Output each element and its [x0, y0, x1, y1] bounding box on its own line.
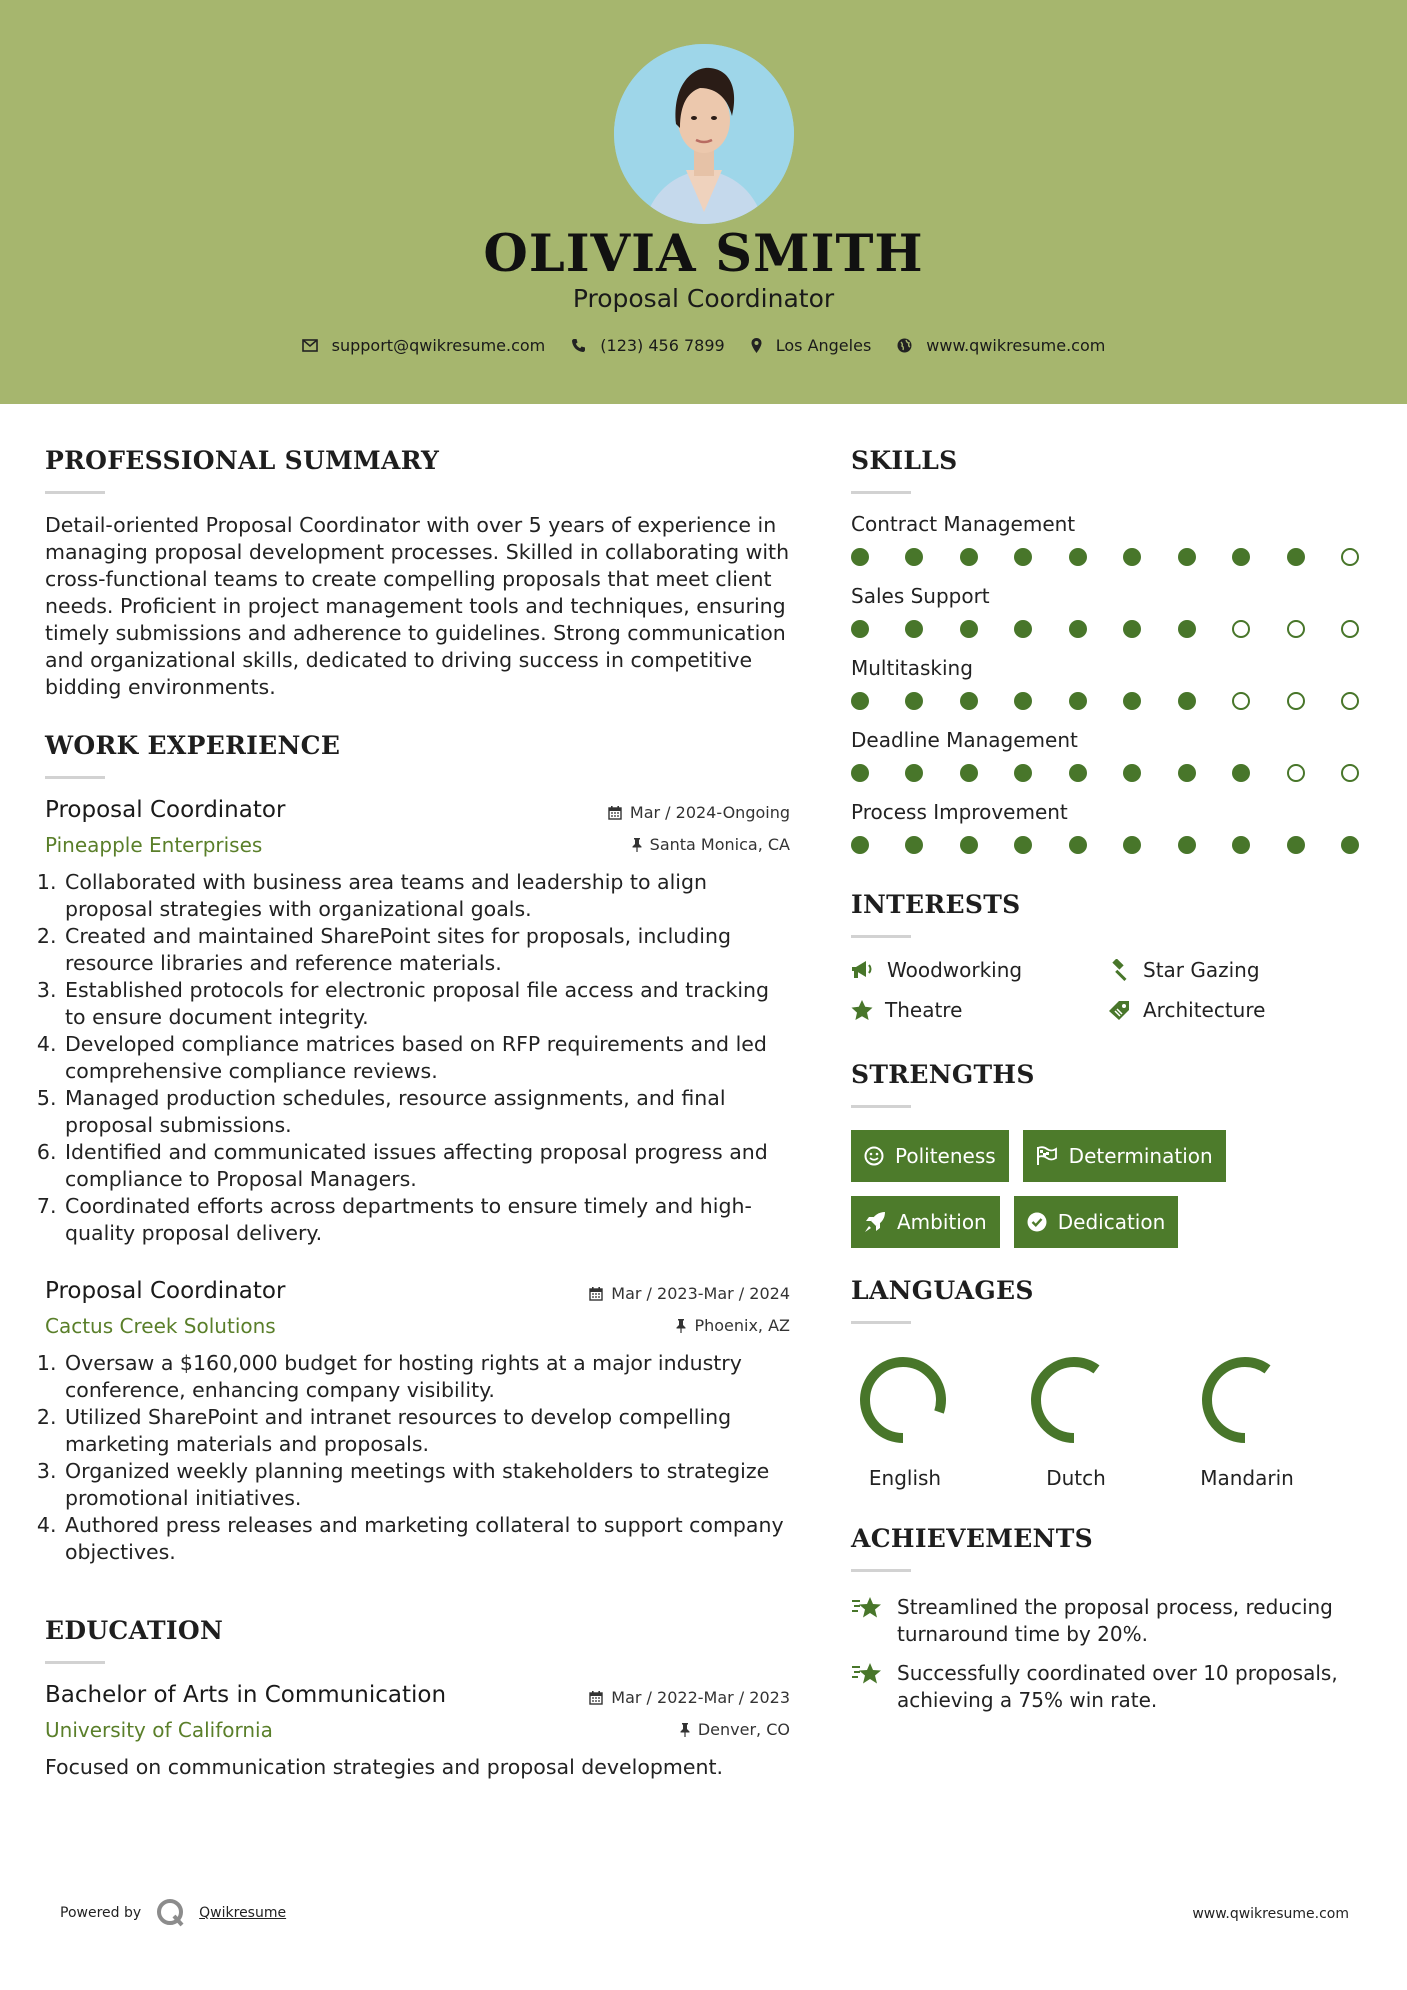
- rating-dot-filled: [1232, 548, 1250, 566]
- contact-bar: [0, 336, 1407, 355]
- rating-dot-empty: [1287, 764, 1305, 782]
- rating-dot-filled: [905, 836, 923, 854]
- calendar-icon: [589, 1691, 603, 1705]
- section-divider: [45, 776, 105, 779]
- interest-label: Woodworking: [887, 958, 1023, 982]
- list-item: 1. Oversaw a $160,000 budget for hosting rights at a major industry conference, enhancing company visibility.: [63, 1350, 790, 1404]
- rating-dot-filled: [1287, 836, 1305, 854]
- achievement-item: [851, 1594, 1371, 1648]
- job-location: [676, 1316, 790, 1335]
- strengths-row: [851, 1130, 1371, 1182]
- rating-dot-filled: [851, 620, 869, 638]
- degree-title: Bachelor of Arts in Communication: [45, 1682, 447, 1708]
- interest-label: Architecture: [1143, 998, 1266, 1022]
- rating-dot-empty: [1341, 692, 1359, 710]
- achievement-text: Successfully coordinated over 10 proposals, achieving a 75% win rate.: [897, 1661, 1338, 1712]
- strength-badge: [1023, 1130, 1226, 1182]
- skill-rating: [851, 836, 1359, 854]
- skills-heading: SKILLS: [851, 446, 958, 475]
- list-item: 6. Identified and communicated issues affecting proposal progress and compliance to Proposal Managers.: [63, 1139, 790, 1193]
- language-gauge: [1195, 1350, 1295, 1450]
- job-date: [608, 803, 790, 822]
- qwikresume-logo-icon: [155, 1897, 187, 1929]
- rocket-icon: [864, 1211, 886, 1233]
- rating-dot-empty: [1232, 692, 1250, 710]
- calendar-icon: [589, 1287, 603, 1301]
- map-pin-icon: [751, 338, 762, 353]
- languages-heading: LANGUAGES: [851, 1276, 1034, 1305]
- interest-item: [1107, 958, 1363, 982]
- rating-dot-filled: [1341, 836, 1359, 854]
- left-column: [45, 446, 790, 1781]
- skill-rating: [851, 620, 1359, 638]
- rating-dot-filled: [1178, 764, 1196, 782]
- achievement-text: Streamlined the proposal process, reducing turnaround time by 20%.: [897, 1595, 1333, 1646]
- candidate-title: Proposal Coordinator: [572, 284, 835, 313]
- skill-name: Deadline Management: [851, 728, 1078, 752]
- rating-dot-filled: [905, 548, 923, 566]
- skill-item: [851, 584, 1371, 638]
- rating-dot-empty: [1287, 620, 1305, 638]
- rating-dot-filled: [1069, 836, 1087, 854]
- contact-phone-text: (123) 456 7899: [600, 336, 725, 355]
- job-date: [589, 1284, 790, 1303]
- strength-badge: [851, 1130, 1009, 1182]
- language-item: [1022, 1350, 1193, 1490]
- rating-dot-empty: [1341, 620, 1359, 638]
- list-item: 2. Created and maintained SharePoint sites for proposals, including resource libraries and reference materials.: [63, 923, 790, 977]
- language-item: [851, 1350, 1022, 1490]
- education-heading: EDUCATION: [45, 1616, 224, 1645]
- rating-dot-filled: [960, 692, 978, 710]
- right-column: [851, 446, 1371, 1714]
- section-divider: [851, 935, 911, 938]
- flag-icon: [1036, 1146, 1058, 1166]
- skill-name: Sales Support: [851, 584, 990, 608]
- skill-item: [851, 512, 1371, 566]
- rating-dot-filled: [905, 764, 923, 782]
- rating-dot-filled: [1287, 548, 1305, 566]
- interests-list: [851, 958, 1371, 1022]
- footer-url[interactable]: www.qwikresume.com: [1192, 1906, 1349, 1922]
- rating-dot-filled: [851, 692, 869, 710]
- section-divider: [45, 1661, 105, 1664]
- rating-dot-filled: [1178, 548, 1196, 566]
- globe-icon: [897, 338, 912, 353]
- education-date: [589, 1688, 790, 1707]
- rating-dot-filled: [851, 548, 869, 566]
- language-gauge-arc: [1036, 1362, 1112, 1438]
- strength-label: Determination: [1068, 1144, 1213, 1168]
- skill-rating: [851, 548, 1359, 566]
- section-divider: [851, 1105, 911, 1108]
- pushpin-icon: [632, 838, 642, 852]
- rating-dot-filled: [905, 692, 923, 710]
- strengths-heading: STRENGTHS: [851, 1060, 1035, 1089]
- smile-icon: [864, 1146, 884, 1166]
- language-gauge-arc: [865, 1362, 941, 1438]
- job-entry: [45, 1278, 790, 1566]
- language-name: English: [868, 1466, 942, 1490]
- list-item: 3. Established protocols for electronic proposal file access and tracking to ensure document integrity.: [63, 977, 790, 1031]
- footer-powered-by: [60, 1897, 286, 1929]
- rating-dot-filled: [1014, 620, 1032, 638]
- skill-name: Process Improvement: [851, 800, 1068, 824]
- rating-dot-filled: [1069, 548, 1087, 566]
- skill-item: [851, 656, 1371, 710]
- strength-label: Ambition: [897, 1210, 987, 1234]
- contact-email-text: support@qwikresume.com: [331, 336, 546, 355]
- rating-dot-filled: [960, 620, 978, 638]
- interest-item: [851, 998, 1107, 1022]
- achievement-item: [851, 1660, 1371, 1714]
- job-company: Pineapple Enterprises: [45, 833, 263, 857]
- rating-dot-empty: [1287, 692, 1305, 710]
- profile-photo: [614, 44, 794, 224]
- phone-icon: [571, 338, 586, 353]
- rating-dot-filled: [1014, 692, 1032, 710]
- language-name: Dutch: [1046, 1466, 1106, 1490]
- job-bullets: [45, 1350, 790, 1566]
- rating-dot-empty: [1341, 548, 1359, 566]
- strength-label: Dedication: [1057, 1210, 1166, 1234]
- rating-dot-filled: [1178, 836, 1196, 854]
- envelope-icon: [302, 339, 318, 352]
- job-title: Proposal Coordinator: [45, 797, 286, 823]
- job-date-text: Mar / 2024-Ongoing: [629, 803, 790, 822]
- language-gauge: [1024, 1350, 1124, 1450]
- list-item: 3. Organized weekly planning meetings with stakeholders to strategize promotional initiatives.: [63, 1458, 790, 1512]
- list-item: 1. Collaborated with business area teams and leadership to align proposal strategies with organizational goals.: [63, 869, 790, 923]
- rating-dot-filled: [960, 764, 978, 782]
- strength-label: Politeness: [895, 1144, 996, 1168]
- rating-dot-filled: [1014, 764, 1032, 782]
- interest-label: Star Gazing: [1143, 958, 1260, 982]
- education-location-text: Denver, CO: [697, 1720, 790, 1739]
- languages-list: [851, 1350, 1371, 1490]
- contact-location-text: Los Angeles: [775, 336, 872, 355]
- education-description: Focused on communication strategies and proposal development.: [45, 1755, 724, 1779]
- education-date-text: Mar / 2022-Mar / 2023: [611, 1688, 790, 1707]
- rating-dot-filled: [1123, 692, 1141, 710]
- rating-dot-filled: [1232, 764, 1250, 782]
- check-circle-icon: [1027, 1212, 1047, 1232]
- calendar-icon: [608, 806, 622, 820]
- skill-name: Multitasking: [851, 656, 973, 680]
- rating-dot-filled: [1123, 764, 1141, 782]
- skills-list: [851, 512, 1371, 854]
- pushpin-icon: [676, 1319, 686, 1333]
- tag-icon: [1107, 999, 1131, 1021]
- skill-item: [851, 728, 1371, 782]
- strength-badge: [1014, 1196, 1179, 1248]
- job-date-text: Mar / 2023-Mar / 2024: [611, 1284, 790, 1303]
- language-gauge-arc: [1207, 1362, 1283, 1438]
- rating-dot-filled: [1069, 620, 1087, 638]
- job-location-text: Phoenix, AZ: [694, 1316, 790, 1335]
- interest-item: [851, 958, 1107, 982]
- section-divider: [851, 491, 911, 494]
- contact-website[interactable]: [897, 336, 1105, 355]
- megaphone-icon: [851, 960, 875, 980]
- list-item: 5. Managed production schedules, resource assignments, and final proposal submissions.: [63, 1085, 790, 1139]
- trophy-star-icon: [851, 1596, 883, 1622]
- list-item: 4. Authored press releases and marketing collateral to support company objectives.: [63, 1512, 790, 1566]
- rating-dot-filled: [1123, 620, 1141, 638]
- job-bullets: [45, 869, 790, 1247]
- rating-dot-filled: [1014, 548, 1032, 566]
- skill-rating: [851, 692, 1359, 710]
- section-divider: [851, 1569, 911, 1572]
- candidate-name: OLIVIA SMITH: [483, 224, 924, 284]
- job-location-text: Santa Monica, CA: [649, 835, 790, 854]
- rating-dot-filled: [1123, 836, 1141, 854]
- contact-location: [751, 336, 872, 355]
- qwikresume-link[interactable]: Qwikresume: [199, 1905, 287, 1921]
- contact-website-text: www.qwikresume.com: [926, 336, 1106, 355]
- rating-dot-empty: [1341, 764, 1359, 782]
- strengths-list: [851, 1130, 1371, 1248]
- language-name: Mandarin: [1200, 1466, 1294, 1490]
- rating-dot-filled: [1123, 548, 1141, 566]
- rating-dot-filled: [851, 764, 869, 782]
- rating-dot-filled: [960, 548, 978, 566]
- rating-dot-filled: [960, 836, 978, 854]
- job-title: Proposal Coordinator: [45, 1278, 286, 1304]
- rating-dot-filled: [1069, 764, 1087, 782]
- rating-dot-filled: [1069, 692, 1087, 710]
- experience-heading: WORK EXPERIENCE: [45, 731, 341, 760]
- interest-item: [1107, 998, 1363, 1022]
- rating-dot-filled: [1178, 692, 1196, 710]
- gavel-icon: [1107, 959, 1131, 981]
- rating-dot-filled: [1232, 836, 1250, 854]
- job-location: [632, 835, 790, 854]
- job-company: Cactus Creek Solutions: [45, 1314, 276, 1338]
- rating-dot-filled: [905, 620, 923, 638]
- rating-dot-filled: [851, 836, 869, 854]
- rating-dot-empty: [1232, 620, 1250, 638]
- school-name: University of California: [45, 1718, 273, 1742]
- achievements-heading: ACHIEVEMENTS: [851, 1524, 1093, 1553]
- skill-rating: [851, 764, 1359, 782]
- list-item: 7. Coordinated efforts across departments to ensure timely and high-quality proposal delivery.: [63, 1193, 790, 1247]
- job-entry: [45, 797, 790, 1247]
- education-location: [680, 1720, 790, 1739]
- contact-email[interactable]: [302, 336, 546, 355]
- interest-label: Theatre: [885, 998, 963, 1022]
- skill-item: [851, 800, 1371, 854]
- education-entry: [45, 1682, 790, 1781]
- strength-badge: [851, 1196, 1000, 1248]
- header-band: [0, 0, 1407, 404]
- contact-phone[interactable]: [571, 336, 724, 355]
- rating-dot-filled: [1014, 836, 1032, 854]
- summary-text: Detail-oriented Proposal Coordinator with over 5 years of experience in managing proposal development processes. Skilled in collaborating with cross-functional teams to create compelling proposals that meet client needs. Proficient in project management tools and techniques, ensuring timely submissions and adherence to guidelines. Strong communication and organizational skills, dedicated to driving success in competitive bidding environments.: [45, 513, 790, 699]
- section-divider: [45, 491, 105, 494]
- language-gauge: [853, 1350, 953, 1450]
- strengths-row: [851, 1196, 1371, 1248]
- trophy-star-icon: [851, 1662, 883, 1688]
- interests-heading: INTERESTS: [851, 890, 1021, 919]
- powered-by-text: Powered by: [60, 1905, 142, 1921]
- section-divider: [851, 1321, 911, 1324]
- list-item: 2. Utilized SharePoint and intranet resources to develop compelling marketing materials and proposals.: [63, 1404, 790, 1458]
- list-item: 4. Developed compliance matrices based on RFP requirements and led comprehensive compliance reviews.: [63, 1031, 790, 1085]
- rating-dot-filled: [1178, 620, 1196, 638]
- pushpin-icon: [680, 1723, 690, 1737]
- language-item: [1193, 1350, 1364, 1490]
- star-icon: [851, 1000, 873, 1021]
- skill-name: Contract Management: [851, 512, 1076, 536]
- summary-heading: PROFESSIONAL SUMMARY: [45, 446, 440, 475]
